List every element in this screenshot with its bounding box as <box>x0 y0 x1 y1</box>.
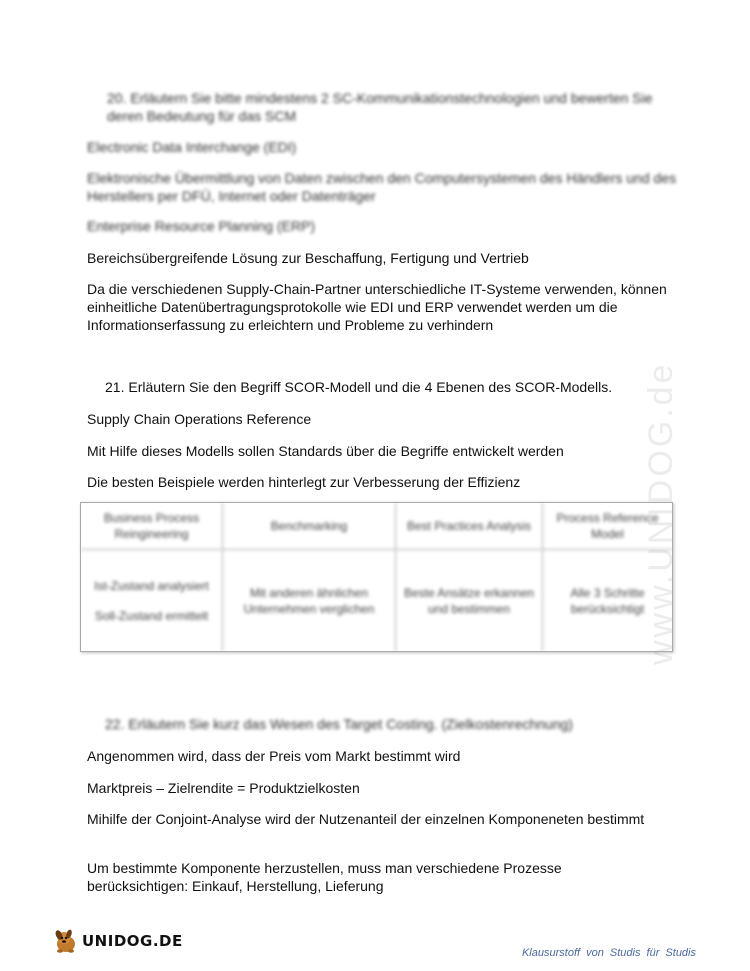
unidog-logo[interactable] <box>52 928 183 954</box>
erp-title: Enterprise Resource Planning (ERP) <box>87 218 315 234</box>
q22-paragraph-2: Marktpreis – Zielrendite = Produktzielkosten <box>87 780 360 796</box>
table-cell-line: Soll-Zustand ermittelt <box>94 608 209 623</box>
table-cell-line: Mit anderen ähnlichen Unternehmen verglichen <box>243 585 375 616</box>
table-header-cell: Process Reference Model <box>543 503 672 550</box>
question-22: 22. Erläutern Sie kurz das Wesen des Target Costing. (Zielkostenrechnung) <box>105 716 573 732</box>
q22-paragraph-1: Angenommen wird, dass der Preis vom Markt bestimmt wird <box>87 748 461 764</box>
table-cell-line: Ist-Zustand analysiert <box>94 578 209 593</box>
footer-tagline: Klausurstoff von Studis für Studis <box>521 947 696 959</box>
table-cell <box>543 550 672 651</box>
q20-summary: Da die verschiedenen Supply-Chain-Partner unterschiedliche IT-Systeme verwenden, können einheitliche Datenübertragungsprotokolle wie EDI und ERP verwendet werden um die Informationserfassung zu erleichtern und Probleme zu verhindern <box>87 281 667 333</box>
watermark: www.UNIDOG.de <box>642 361 680 665</box>
q21-paragraph-3: Die besten Beispiele werden hinterlegt zur Verbesserung der Effizienz <box>87 474 521 490</box>
table-header-cell: Business Process Reingineering <box>81 503 223 550</box>
edi-description: Elektronische Übermittlung von Daten zwischen den Computersystemen des Händlers und des Herstellers per DFÜ, Internet oder Datenträger <box>87 170 677 204</box>
table-cell <box>223 550 396 651</box>
table-cell <box>81 550 223 651</box>
q21-paragraph-2: Mit Hilfe dieses Modells sollen Standards über die Begriffe entwickelt werden <box>87 443 564 459</box>
q21-paragraph-1: Supply Chain Operations Reference <box>87 411 312 427</box>
table-cell-line: Alle 3 Schritte berücksichtigt <box>570 585 645 616</box>
table-cell-line: Beste Ansätze erkannen und bestimmen <box>403 585 535 616</box>
table-header-cell: Benchmarking <box>223 503 396 550</box>
question-20 <box>107 89 657 125</box>
scor-table <box>80 502 673 652</box>
logo-text: UNIDOG.DE <box>82 932 183 950</box>
table-cell <box>396 550 543 651</box>
table-header-cell: Best Practices Analysis <box>396 503 543 550</box>
edi-title: Electronic Data Interchange (EDI) <box>87 139 297 155</box>
q22-paragraph-3: Mihilfe der Conjoint-Analyse wird der Nutzenanteil der einzelnen Komponeneten bestimmt <box>87 811 645 827</box>
dog-icon <box>52 928 80 954</box>
q22-paragraph-4: Um bestimmte Komponente herzustellen, muss man verschiedene Prozesse berücksichtigen: Einkauf, Herstellung, Lieferung <box>87 860 562 894</box>
erp-description: Bereichsübergreifende Lösung zur Beschaffung, Fertigung und Vertrieb <box>87 250 529 266</box>
question-20-text: 20. Erläutern Sie bitte mindestens 2 SC-Kommunikationstechnologien und bewerten Sie deren Bedeutung für das SCM <box>107 90 653 124</box>
question-21: 21. Erläutern Sie den Begriff SCOR-Modell und die 4 Ebenen des SCOR-Modells. <box>105 379 613 395</box>
